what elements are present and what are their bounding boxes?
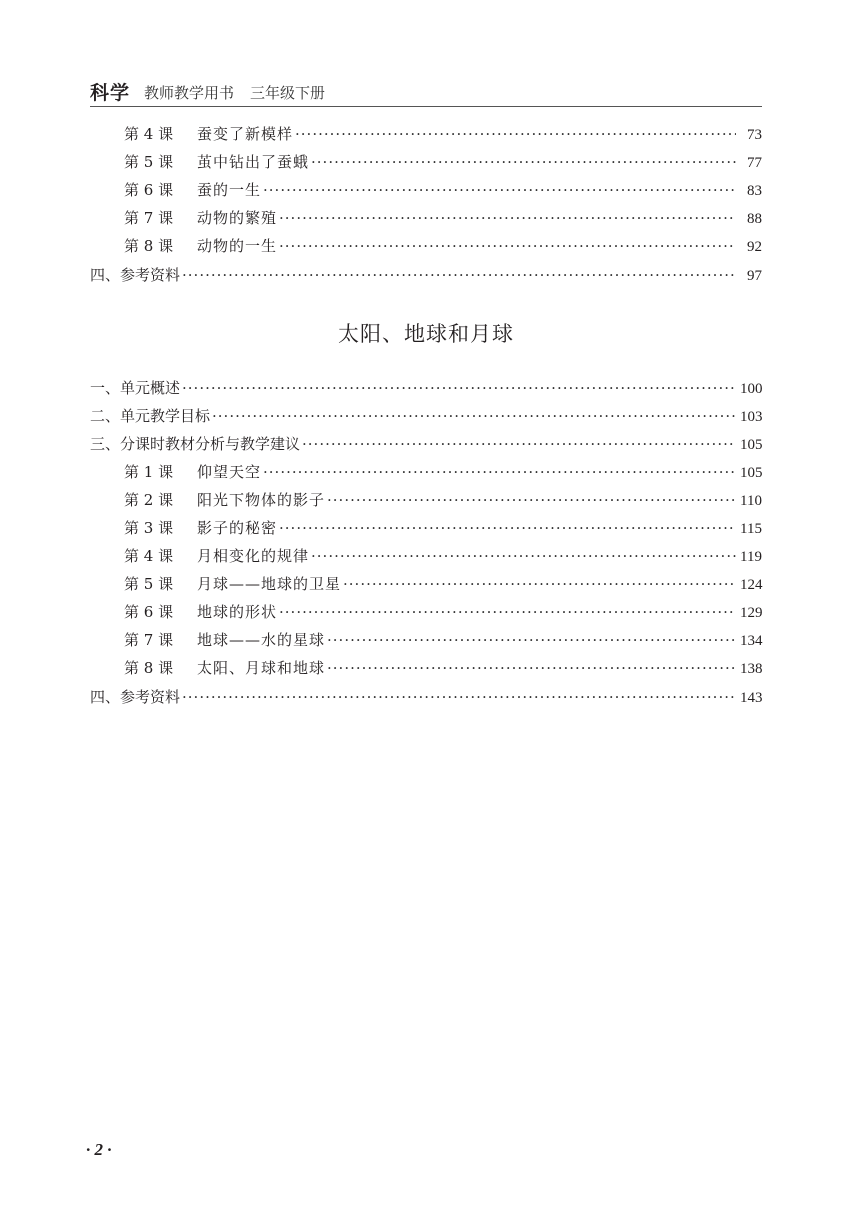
page-number: 77 [747,155,762,171]
section-title: 三、分课时教材分析与教学建议 [90,435,301,453]
lesson-title: 动物的一生 [197,237,278,255]
toc-entry-lesson-4b [124,545,762,567]
page-number: 105 [740,437,763,453]
page-number: 97 [747,268,762,284]
dot-leader [327,489,736,511]
dot-leader [295,123,736,145]
toc-entry-lesson-8b [124,657,762,679]
toc-entry-lesson-5 [124,151,762,173]
dot-leader [279,601,736,623]
lesson-number: 第 2 课 [124,491,174,509]
page-number: 73 [747,127,762,143]
unit-title: 太阳、地球和月球 [338,322,514,346]
lesson-title: 蚕变了新模样 [197,125,294,143]
page-number: 88 [747,211,762,227]
dot-leader [311,151,736,173]
toc-entry-overview [90,377,762,399]
lesson-title: 阳光下物体的影子 [197,491,326,509]
page-number: 119 [740,549,762,565]
dot-leader [311,545,736,567]
toc-entry-lesson-5b [124,573,762,595]
lesson-title: 影子的秘密 [197,519,278,537]
toc-entry-analysis [90,433,762,455]
lesson-number: 第 6 课 [124,603,174,621]
lesson-title: 茧中钻出了蚕蛾 [197,153,310,171]
lesson-number: 第 8 课 [124,659,174,677]
lesson-number: 第 5 课 [124,153,174,171]
toc-entry-lesson-4 [124,123,762,145]
dot-leader [279,235,736,257]
toc-entry-goals [90,405,762,427]
running-header [90,76,762,107]
dot-leader [263,461,736,483]
header-subject: 科学 [90,82,131,104]
page-number: 143 [740,690,763,706]
section-title: 二、单元教学目标 [90,407,211,425]
lesson-number: 第 5 课 [124,575,174,593]
section-title: 一、单元概述 [90,379,181,397]
page-number: 83 [747,183,762,199]
toc-entry-lesson-8 [124,235,762,257]
dot-leader [263,179,736,201]
lesson-title: 蚕的一生 [197,181,262,199]
dot-leader [343,573,736,595]
header-grade: 三年级下册 [250,84,326,102]
lesson-number: 第 4 课 [124,125,174,143]
page-folio: · 2 · [86,1140,112,1159]
section-title: 四、参考资料 [90,688,181,706]
page-number: 115 [740,521,762,537]
toc-entry-lesson-7b [124,629,762,651]
lesson-number: 第 6 课 [124,181,174,199]
page-number: 110 [740,493,762,509]
lesson-title: 地球——水的星球 [197,631,326,649]
lesson-number: 第 4 课 [124,547,174,565]
dot-leader [302,433,736,455]
lesson-number: 第 3 课 [124,519,174,537]
lesson-number: 第 8 课 [124,237,174,255]
toc-entry-lesson-3 [124,517,762,539]
dot-leader [182,686,736,708]
toc-entry-lesson-6 [124,179,762,201]
toc-entry-lesson-1 [124,461,762,483]
lesson-title: 太阳、月球和地球 [197,659,326,677]
lesson-number: 第 1 课 [124,463,174,481]
dot-leader [279,207,736,229]
page-number: 138 [740,661,763,677]
lesson-title: 月相变化的规律 [197,547,310,565]
page-number: 100 [740,381,763,397]
lesson-title: 仰望天空 [197,463,262,481]
lesson-title: 月球——地球的卫星 [197,575,342,593]
toc-entry-references [90,264,762,286]
toc-entry-lesson-7 [124,207,762,229]
page-number: 103 [740,409,763,425]
page-number: 129 [740,605,763,621]
lesson-title: 动物的繁殖 [197,209,278,227]
dot-leader [182,264,736,286]
dot-leader [327,629,736,651]
lesson-title: 地球的形状 [197,603,278,621]
section-title: 四、参考资料 [90,266,181,284]
toc-entry-lesson-6b [124,601,762,623]
page-number: 124 [740,577,763,593]
dot-leader [279,517,736,539]
dot-leader [327,657,736,679]
dot-leader [182,377,736,399]
header-book-title: 教师教学用书 [144,84,235,102]
dot-leader [212,405,736,427]
page-number: 105 [740,465,763,481]
page-number: 92 [747,239,762,255]
toc-entry-lesson-2 [124,489,762,511]
lesson-number: 第 7 课 [124,209,174,227]
toc-entry-references-2 [90,686,762,708]
page-number: 134 [740,633,763,649]
lesson-number: 第 7 课 [124,631,174,649]
